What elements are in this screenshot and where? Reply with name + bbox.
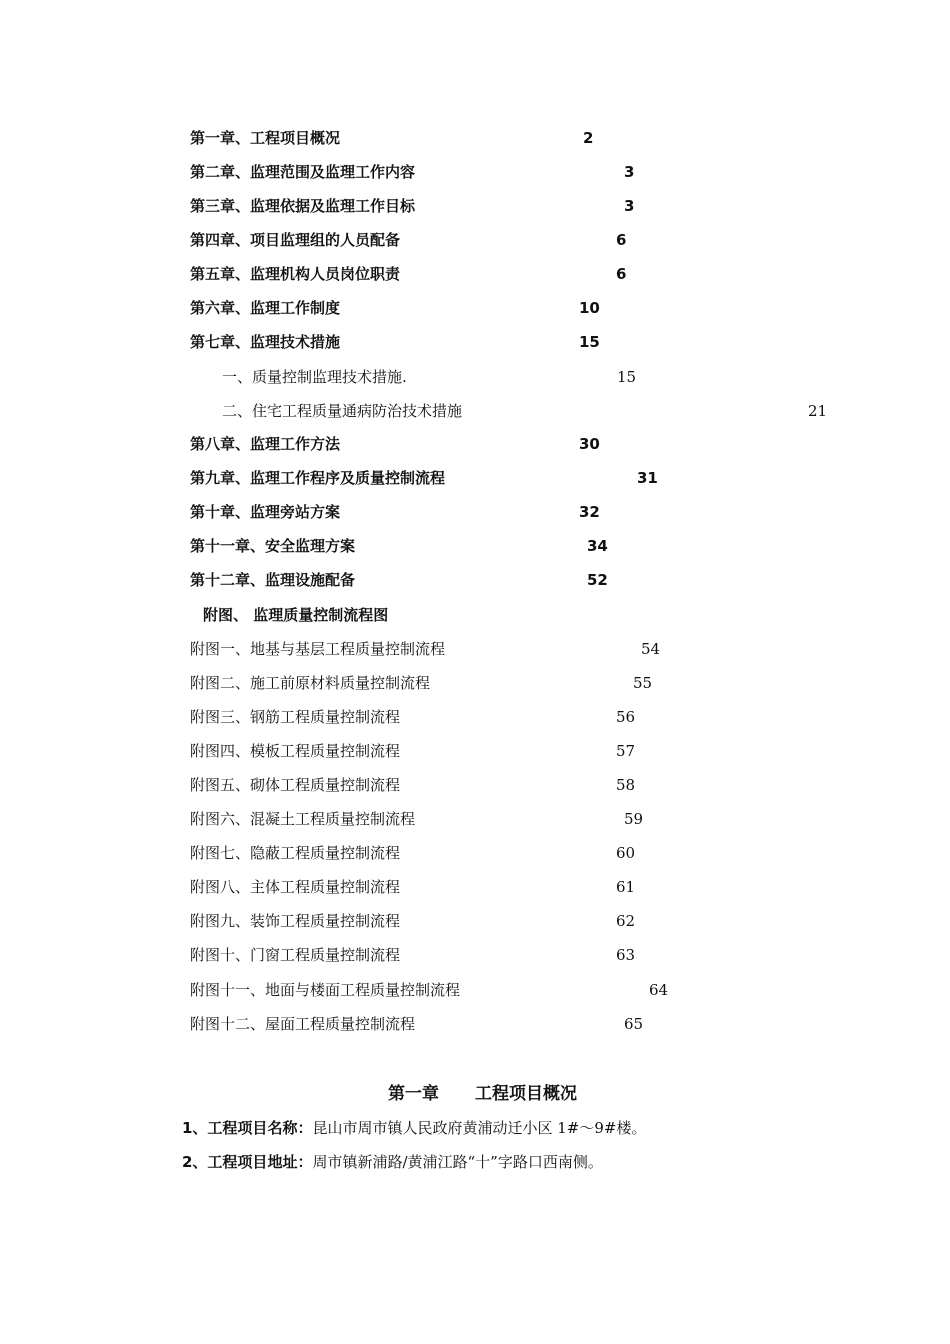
- toc-entry-title: 第一章、工程项目概况: [190, 129, 341, 147]
- toc-entry-page: 15: [617, 368, 637, 386]
- toc-entry-title: 附图十一、地面与楼面工程质量控制流程: [190, 981, 461, 999]
- toc-entry[interactable]: [190, 501, 650, 523]
- toc-entry-page: 10: [579, 299, 600, 317]
- toc-entry-title: 附图、 监理质量控制流程图: [203, 606, 389, 624]
- toc-entry-page: 15: [579, 333, 600, 351]
- toc-entry-page: 57: [616, 742, 636, 760]
- toc-entry[interactable]: [190, 229, 650, 251]
- toc-entry[interactable]: [190, 706, 670, 728]
- toc-entry-page: 6: [616, 231, 627, 249]
- toc-entry[interactable]: [190, 569, 650, 591]
- toc-entry-title: 一、质量控制监理技术措施.: [222, 368, 407, 386]
- toc-entry[interactable]: [190, 638, 670, 660]
- toc-entry-page: 59: [624, 810, 644, 828]
- toc-entry-title: 附图五、砌体工程质量控制流程: [190, 776, 401, 794]
- toc-entry-title: 附图一、地基与基层工程质量控制流程: [190, 640, 446, 658]
- toc-entry[interactable]: [190, 876, 670, 898]
- toc-entry-title: 第六章、监理工作制度: [190, 299, 341, 317]
- toc-entry-page: 30: [579, 435, 600, 453]
- toc-entry-page: 31: [637, 469, 658, 487]
- toc-entry-title: 附图四、模板工程质量控制流程: [190, 742, 401, 760]
- project-address-value: 周市镇新浦路/黄浦江路“十”字路口西南侧。: [312, 1153, 603, 1171]
- project-name-value: 昆山市周市镇人民政府黄浦动迁小区 1#～9#楼。: [312, 1119, 647, 1137]
- toc-entry-page: 2: [583, 129, 594, 147]
- project-name-label: 1、工程项目名称：: [182, 1119, 313, 1137]
- toc-entry-title: 附图二、施工前原材料质量控制流程: [190, 674, 431, 692]
- toc-entry-title: 第九章、监理工作程序及质量控制流程: [190, 469, 446, 487]
- toc-entry[interactable]: [190, 672, 670, 694]
- toc-entry-title: 第八章、监理工作方法: [190, 435, 341, 453]
- chapter-number: 第一章: [388, 1084, 439, 1104]
- toc-entry[interactable]: [190, 467, 660, 489]
- toc-subentry[interactable]: [222, 400, 832, 422]
- chapter-title: 工程项目概况: [475, 1084, 577, 1104]
- toc-entry-title: 附图九、装饰工程质量控制流程: [190, 912, 401, 930]
- toc-entry[interactable]: [190, 740, 670, 762]
- toc-entry[interactable]: [190, 297, 650, 319]
- toc-entry-page: 55: [633, 674, 653, 692]
- toc-entry[interactable]: [190, 263, 650, 285]
- toc-entry-page: 64: [649, 981, 669, 999]
- toc-entry-title: 二、住宅工程质量通病防治技术措施: [222, 402, 463, 420]
- toc-entry-page: 58: [616, 776, 636, 794]
- toc-entry-page: 63: [616, 946, 636, 964]
- toc-entry-page: 54: [641, 640, 661, 658]
- project-name-paragraph: [182, 1117, 646, 1139]
- toc-entry[interactable]: [190, 944, 670, 966]
- toc-entry-title: 第二章、监理范围及监理工作内容: [190, 163, 416, 181]
- project-address-paragraph: [182, 1151, 603, 1173]
- toc-entry-page: 65: [624, 1015, 644, 1033]
- toc-entry-title: 附图十、门窗工程质量控制流程: [190, 946, 401, 964]
- toc-entry-title: 第三章、监理依据及监理工作目标: [190, 197, 416, 215]
- toc-entry-title: 附图十二、屋面工程质量控制流程: [190, 1015, 416, 1033]
- toc-entry[interactable]: [190, 808, 670, 830]
- toc-entry-page: 3: [624, 163, 635, 181]
- toc-entry-page: 52: [587, 571, 608, 589]
- toc-entry[interactable]: [190, 842, 670, 864]
- toc-entry[interactable]: [190, 331, 650, 353]
- toc-entry-page: 32: [579, 503, 600, 521]
- toc-entry[interactable]: [190, 161, 650, 183]
- toc-entry-title: 附图七、隐蔽工程质量控制流程: [190, 844, 401, 862]
- toc-entry-title: 附图六、混凝土工程质量控制流程: [190, 810, 416, 828]
- toc-entry-title: 第七章、监理技术措施: [190, 333, 341, 351]
- toc-entry[interactable]: [190, 127, 650, 149]
- toc-entry-title: 附图八、主体工程质量控制流程: [190, 878, 401, 896]
- toc-entry-title: 第十章、监理旁站方案: [190, 503, 341, 521]
- toc-entry-page: 3: [624, 197, 635, 215]
- toc-entry-page: 60: [616, 844, 636, 862]
- toc-appendix-heading[interactable]: [203, 604, 503, 626]
- toc-entry-title: 附图三、钢筋工程质量控制流程: [190, 708, 401, 726]
- toc-entry[interactable]: [190, 433, 650, 455]
- project-address-label: 2、工程项目地址：: [182, 1153, 313, 1171]
- toc-entry-title: 第五章、监理机构人员岗位职责: [190, 265, 401, 283]
- toc-entry[interactable]: [190, 979, 680, 1001]
- toc-entry[interactable]: [190, 774, 670, 796]
- toc-entry-page: 61: [616, 878, 636, 896]
- toc-entry-page: 21: [808, 402, 828, 420]
- toc-entry[interactable]: [190, 1013, 670, 1035]
- toc-entry-page: 34: [587, 537, 608, 555]
- toc-subentry[interactable]: [222, 366, 652, 388]
- toc-entry-page: 6: [616, 265, 627, 283]
- toc-entry-page: 56: [616, 708, 636, 726]
- toc-entry[interactable]: [190, 535, 650, 557]
- toc-entry-page: 62: [616, 912, 636, 930]
- toc-entry-title: 第四章、项目监理组的人员配备: [190, 231, 401, 249]
- toc-entry[interactable]: [190, 910, 670, 932]
- toc-entry-title: 第十一章、安全监理方案: [190, 537, 356, 555]
- chapter-heading: [0, 1082, 950, 1106]
- toc-entry[interactable]: [190, 195, 650, 217]
- toc-entry-title: 第十二章、监理设施配备: [190, 571, 356, 589]
